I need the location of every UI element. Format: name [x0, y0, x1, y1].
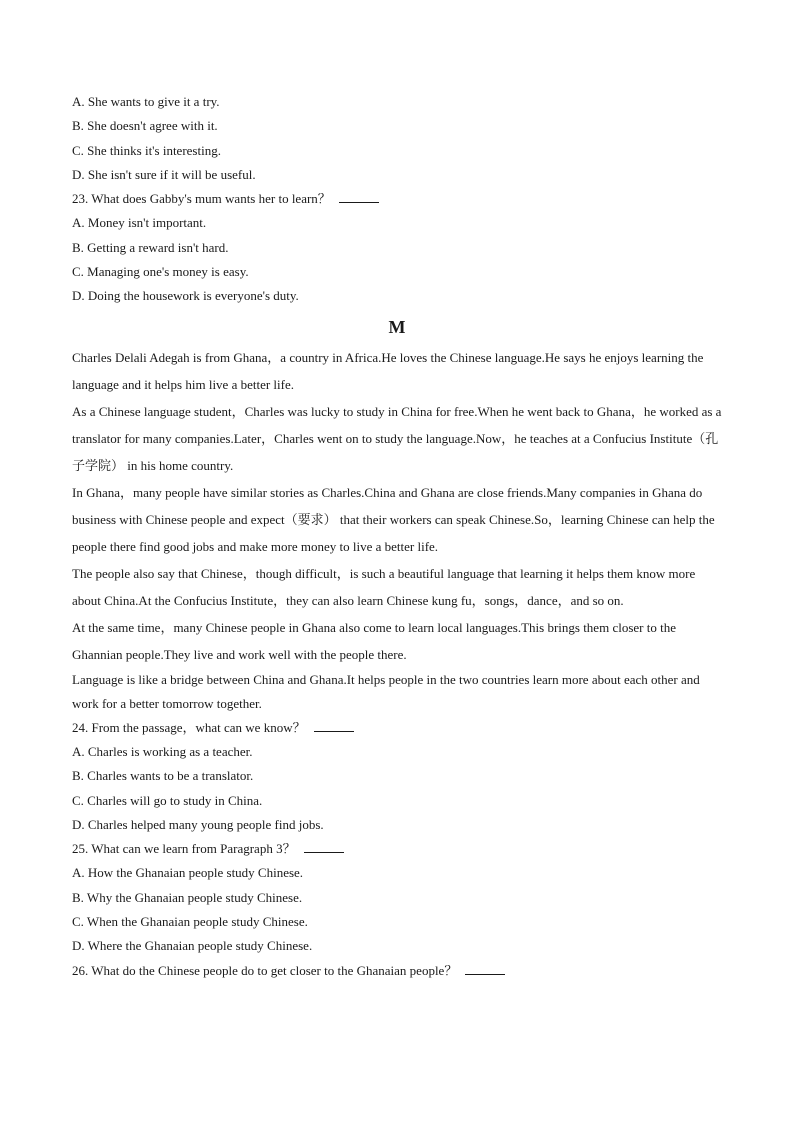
q23-option-c: C. Managing one's money is easy. — [72, 264, 249, 280]
q26-question-text: 26. What do the Chinese people do to get closer to the Ghanaian people？ — [72, 962, 458, 978]
passage-paragraph-6: Language is like a bridge between China and Ghana.It helps people in the two countries learn more about each other and work for a better tomorrow together. — [72, 671, 700, 711]
q24-option-a: A. Charles is working as a teacher. — [72, 743, 253, 759]
passage-paragraph-1: Charles Delali Adegah is from Ghana，a country in Africa.He loves the Chinese language.He says he enjoys learning the language and it helps him live a better life. — [72, 349, 704, 392]
q24-question — [72, 716, 722, 740]
q24-option-d: D. Charles helped many young people find jobs. — [72, 816, 324, 832]
q22-options — [72, 90, 722, 187]
q25-option-c: C. When the Ghanaian people study Chinese. — [72, 914, 308, 930]
q23-question — [72, 187, 722, 211]
document-page — [72, 90, 722, 983]
q25-option-a: A. How the Ghanaian people study Chinese. — [72, 865, 304, 881]
q23-question-text: 23. What does Gabby's mum wants her to learn？ — [72, 191, 331, 207]
passage-paragraph-2: As a Chinese language student，Charles was lucky to study in China for free.When he went back to Ghana，he worked as a translator for many companies.Later，Charles went on to study the language.Now，he teaches at a Confucius Institute（孔子学院） in his home country. — [72, 403, 722, 473]
answer-blank — [304, 839, 344, 853]
q23-option-d: D. Doing the housework is everyone's duty. — [72, 288, 299, 304]
q22-option-b: B. She doesn't agree with it. — [72, 118, 218, 134]
q25-option-d: D. Where the Ghanaian people study Chinese. — [72, 938, 313, 954]
q24-option-b: B. Charles wants to be a translator. — [72, 768, 254, 784]
passage-paragraph-4: The people also say that Chinese，though difficult，is such a beautiful language that learning it helps them know more about China.At the Confucius Institute，they can also learn Chinese kung fu，songs，dance，and so on. — [72, 565, 696, 608]
q23-option-a: A. Money isn't important. — [72, 215, 207, 231]
q26-question — [72, 959, 722, 983]
answer-blank — [339, 189, 379, 203]
passage-paragraph-3: In Ghana，many people have similar stories as Charles.China and Ghana are close friends.Many companies in Ghana do business with Chinese people and expect（要求） that their workers can speak Chinese.So，learning Chinese can help the people there find good jobs and make more money to live a better life. — [72, 484, 715, 554]
q22-option-a: A. She wants to give it a try. — [72, 94, 220, 109]
q25-question-text: 25. What can we learn from Paragraph 3？ — [72, 841, 296, 857]
passage-paragraph-5: At the same time，many Chinese people in Ghana also come to learn local languages.This brings them closer to the Ghannian people.They live and work well with the people there. — [72, 619, 676, 662]
q24-option-c: C. Charles will go to study in China. — [72, 792, 263, 808]
q25-question — [72, 837, 722, 861]
q22-option-c: C. She thinks it's interesting. — [72, 142, 221, 158]
q25-option-b: B. Why the Ghanaian people study Chinese. — [72, 889, 303, 905]
answer-blank — [314, 718, 354, 732]
q24-question-text: 24. From the passage，what can we know？ — [72, 719, 306, 735]
q22-option-d: D. She isn't sure if it will be useful. — [72, 166, 256, 182]
section-title: M — [388, 316, 406, 337]
q23-option-b: B. Getting a reward isn't hard. — [72, 239, 229, 255]
answer-blank — [465, 961, 505, 975]
